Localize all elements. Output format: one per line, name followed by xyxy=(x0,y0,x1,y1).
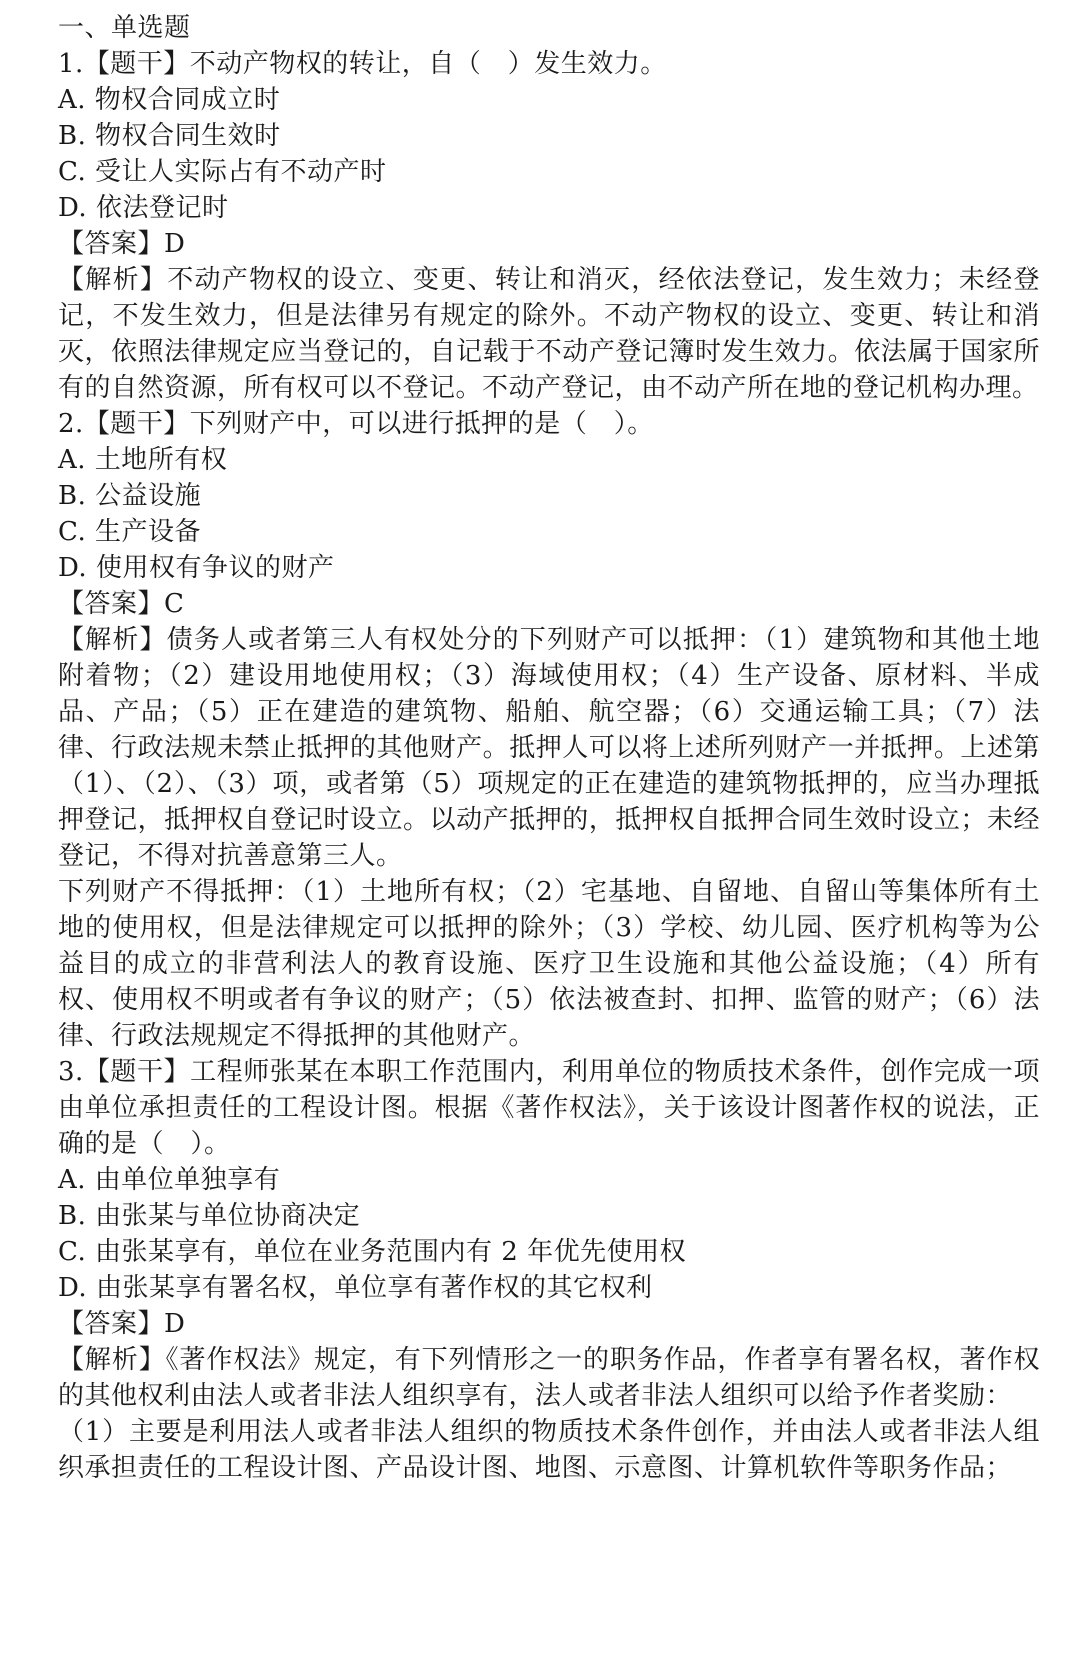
question-3-analysis-part-2: （1）主要是利用法人或者非法人组织的物质技术条件创作，并由法人或者非法人组织承担责任的工程设计图、产品设计图、地图、示意图、计算机软件等职务作品； xyxy=(58,1417,1040,1483)
question-1-option-a: A. 物权合同成立时 xyxy=(58,85,281,115)
question-2-option-b: B. 公益设施 xyxy=(58,481,202,511)
question-1-analysis: 【解析】不动产物权的设立、变更、转让和消灭，经依法登记，发生效力；未经登记，不发生效力，但是法律另有规定的除外。不动产物权的设立、变更、转让和消灭，依照法律规定应当登记的，自记载于不动产登记簿时发生效力。依法属于国家所有的自然资源，所有权可以不登记。不动产登记，由不动产所在地的登记机构办理。 xyxy=(58,265,1040,403)
question-2-analysis-part-2: 下列财产不得抵押：（1）土地所有权；（2）宅基地、自留地、自留山等集体所有土地的使用权，但是法律规定可以抵押的除外；（3）学校、幼儿园、医疗机构等为公益目的成立的非营利法人的教育设施、医疗卫生设施和其他公益设施；（4）所有权、使用权不明或者有争议的财产；（5）依法被查封、扣押、监管的财产；（6）法律、行政法规规定不得抵押的其他财产。 xyxy=(58,877,1040,1051)
question-1-option-b: B. 物权合同生效时 xyxy=(58,121,281,151)
question-3-option-b: B. 由张某与单位协商决定 xyxy=(58,1201,361,1231)
section-title: 一、单选题 xyxy=(58,13,191,43)
question-1-option-c: C. 受让人实际占有不动产时 xyxy=(58,157,387,187)
question-1-answer: 【答案】D xyxy=(58,229,186,259)
question-2-option-d: D. 使用权有争议的财产 xyxy=(58,553,335,583)
question-3-stem: 3.【题干】工程师张某在本职工作范围内，利用单位的物质技术条件，创作完成一项由单位承担责任的工程设计图。根据《著作权法》，关于该设计图著作权的说法，正确的是（ ）。 xyxy=(58,1057,1040,1159)
question-1-stem: 1.【题干】不动产物权的转让，自（ ）发生效力。 xyxy=(58,49,667,79)
question-2-answer: 【答案】C xyxy=(58,589,185,619)
question-3-option-d: D. 由张某享有署名权，单位享有著作权的其它权利 xyxy=(58,1273,653,1303)
question-2-option-c: C. 生产设备 xyxy=(58,517,201,547)
question-2-stem: 2.【题干】下列财产中，可以进行抵押的是（ ）。 xyxy=(58,409,654,439)
question-3-answer: 【答案】D xyxy=(58,1309,186,1339)
question-2-option-a: A. 土地所有权 xyxy=(58,445,228,475)
question-3-option-a: A. 由单位单独享有 xyxy=(58,1165,281,1195)
question-2-analysis-part-1: 【解析】债务人或者第三人有权处分的下列财产可以抵押：（1）建筑物和其他土地附着物；（2）建设用地使用权；（3）海域使用权；（4）生产设备、原材料、半成品、产品；（5）正在建造的建筑物、船舶、航空器；（6）交通运输工具；（7）法律、行政法规未禁止抵押的其他财产。抵押人可以将上述所列财产一并抵押。上述第（1）、（2）、（3）项，或者第（5）项规定的正在建造的建筑物抵押的，应当办理抵押登记，抵押权自登记时设立。以动产抵押的，抵押权自抵押合同生效时设立；未经登记，不得对抗善意第三人。 xyxy=(58,625,1040,871)
question-3-option-c: C. 由张某享有，单位在业务范围内有 2 年优先使用权 xyxy=(58,1237,687,1267)
question-3-analysis-part-1: 【解析】《著作权法》规定，有下列情形之一的职务作品，作者享有署名权，著作权的其他权利由法人或者非法人组织享有，法人或者非法人组织可以给予作者奖励： xyxy=(58,1345,1040,1411)
question-1-option-d: D. 依法登记时 xyxy=(58,193,229,223)
